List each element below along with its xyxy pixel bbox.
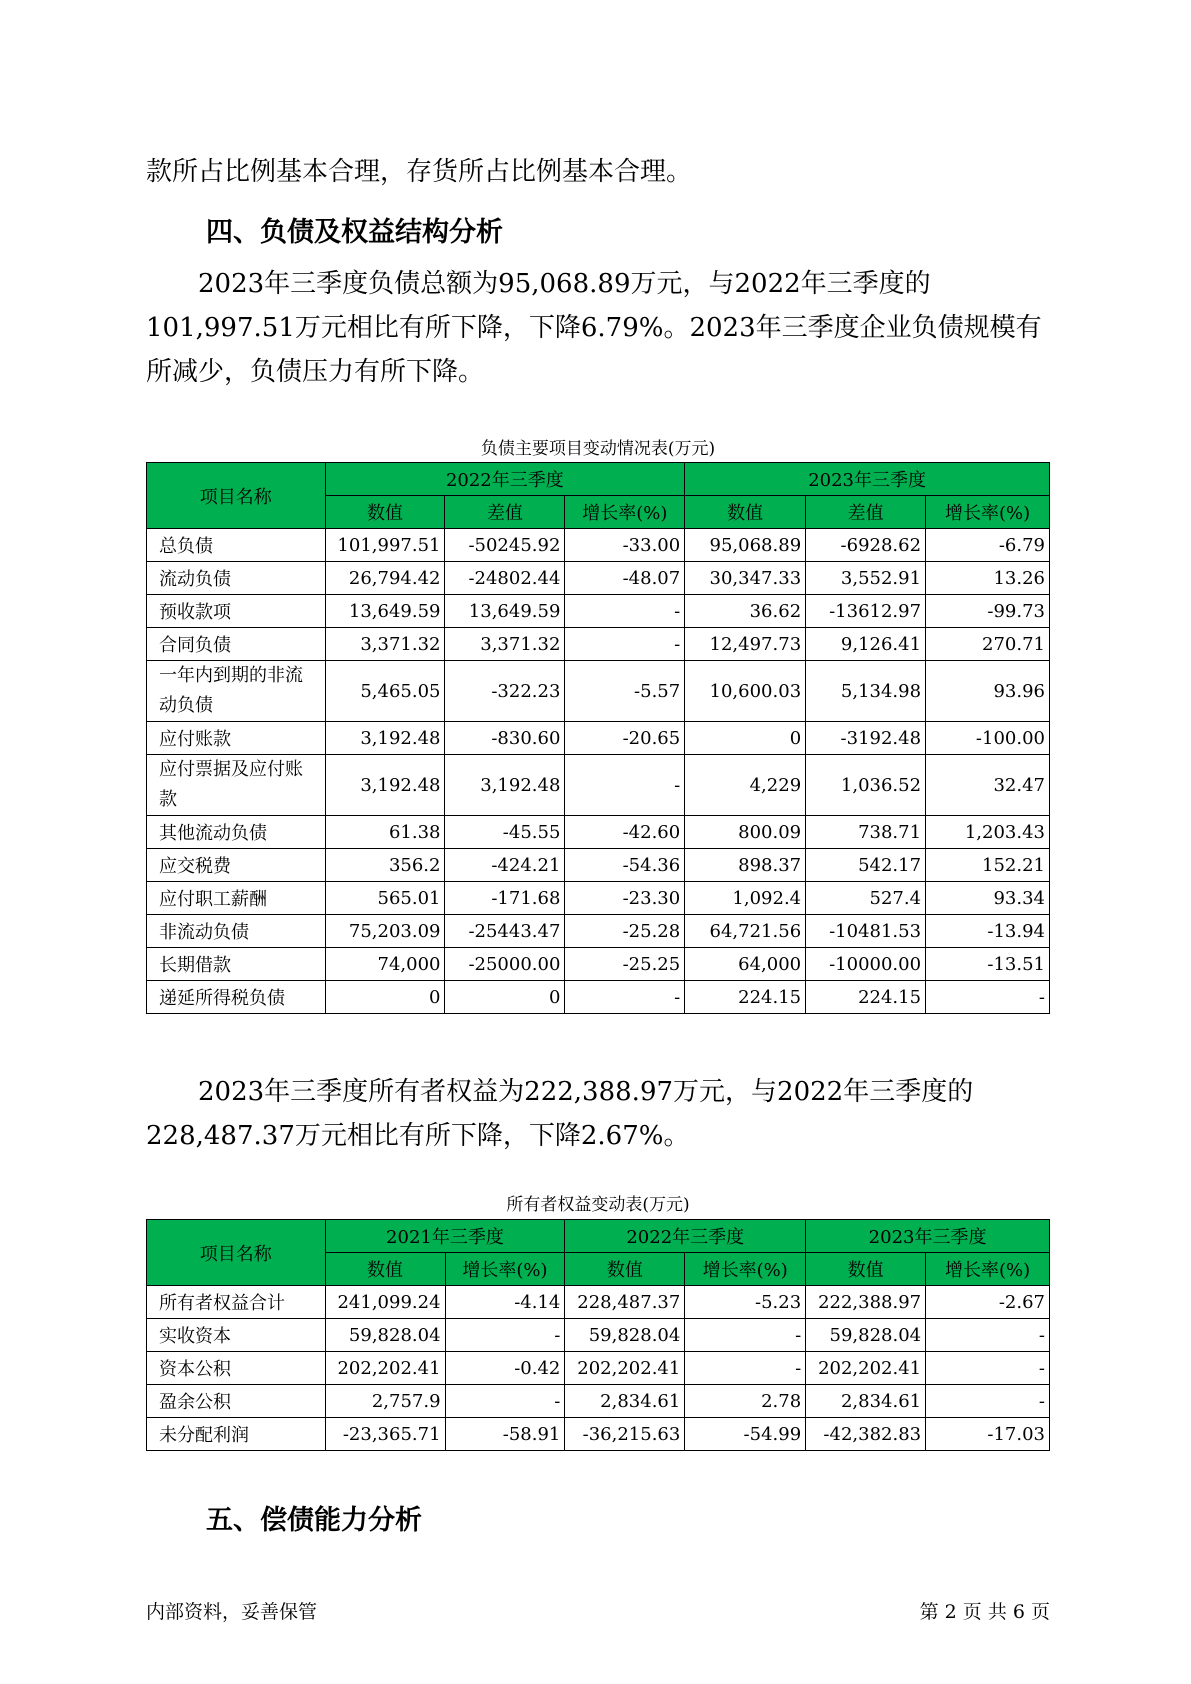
cell-d22: 3,371.32	[445, 628, 565, 661]
cell-d22: -24802.44	[445, 562, 565, 595]
header-diff-2022: 差值	[445, 496, 565, 529]
cell-v22: 61.38	[325, 816, 445, 849]
cell-v23: 898.37	[685, 849, 806, 882]
cell-g23: -100.00	[926, 722, 1050, 755]
table-row	[147, 628, 1050, 661]
table-row	[147, 722, 1050, 755]
cell-v21: 241,099.24	[325, 1286, 445, 1319]
cell-g23: -13.51	[926, 948, 1050, 981]
cell-d23: -10000.00	[806, 948, 926, 981]
table-row	[147, 595, 1050, 628]
table-row	[147, 562, 1050, 595]
liabilities-summary-paragraph: 2023年三季度负债总额为95,068.89万元，与2022年三季度的101,997.51万元相比有所下降，下降6.79%。2023年三季度企业负债规模有所减少，负债压力有所下降。	[146, 269, 1042, 387]
table-row	[147, 1319, 1050, 1352]
cell-g22: -5.57	[565, 661, 685, 722]
cell-v22: 3,192.48	[325, 722, 445, 755]
cell-g22: -	[565, 981, 685, 1014]
cell-g23: 152.21	[926, 849, 1050, 882]
cell-d23: 738.71	[806, 816, 926, 849]
equity-header-value-2022: 数值	[565, 1253, 685, 1286]
cell-d22: 0	[445, 981, 565, 1014]
cell-g23: -	[926, 981, 1050, 1014]
cell-d22: -322.23	[445, 661, 565, 722]
cell-v23: 59,828.04	[806, 1319, 926, 1352]
header-diff-2023: 差值	[806, 496, 926, 529]
cell-v23: 4,229	[685, 755, 806, 816]
row-label: 盈余公积	[147, 1385, 326, 1418]
cell-d23: -6928.62	[806, 529, 926, 562]
cell-g21: -0.42	[445, 1352, 565, 1385]
cell-g22: -	[565, 628, 685, 661]
cell-d22: -424.21	[445, 849, 565, 882]
cell-g22: -	[565, 755, 685, 816]
row-label: 其他流动负债	[147, 816, 326, 849]
cell-g23: 93.34	[926, 882, 1050, 915]
row-label: 应付票据及应付账款	[147, 755, 326, 816]
cell-g21: -	[445, 1319, 565, 1352]
table-row	[147, 1352, 1050, 1385]
row-label: 未分配利润	[147, 1418, 326, 1451]
table-row	[147, 1385, 1050, 1418]
cell-g22: 2.78	[685, 1385, 806, 1418]
cell-g22: -25.28	[565, 915, 685, 948]
cell-v22: 13,649.59	[325, 595, 445, 628]
cell-g23: -13.94	[926, 915, 1050, 948]
cell-v22: 59,828.04	[565, 1319, 685, 1352]
intro-paragraph-tail: 款所占比例基本合理，存货所占比例基本合理。	[146, 157, 693, 187]
table-row	[147, 755, 1050, 816]
cell-d22: 13,649.59	[445, 595, 565, 628]
equity-header-period-2021: 2021年三季度	[325, 1220, 565, 1253]
footer-page-number: 第 2 页 共 6 页	[919, 1601, 1050, 1623]
equity-summary-paragraph: 2023年三季度所有者权益为222,388.97万元，与2022年三季度的228,487.37万元相比有所下降，下降2.67%。	[146, 1077, 974, 1151]
row-label: 应付账款	[147, 722, 326, 755]
row-label: 实收资本	[147, 1319, 326, 1352]
header-growth-2023: 增长率(%)	[926, 496, 1050, 529]
equity-header-item-name: 项目名称	[147, 1220, 326, 1286]
cell-v22: 101,997.51	[325, 529, 445, 562]
cell-v21: -23,365.71	[325, 1418, 445, 1451]
cell-d23: -10481.53	[806, 915, 926, 948]
cell-v22: 565.01	[325, 882, 445, 915]
table-row	[147, 882, 1050, 915]
equity-header-period-2022: 2022年三季度	[565, 1220, 806, 1253]
cell-g23: -	[926, 1319, 1050, 1352]
row-label: 应付职工薪酬	[147, 882, 326, 915]
cell-d23: -3192.48	[806, 722, 926, 755]
cell-v22: 0	[325, 981, 445, 1014]
cell-d22: -25000.00	[445, 948, 565, 981]
row-label: 应交税费	[147, 849, 326, 882]
cell-v22: 75,203.09	[325, 915, 445, 948]
header-value-2023: 数值	[685, 496, 806, 529]
equity-table	[146, 1219, 1050, 1451]
cell-v21: 2,757.9	[325, 1385, 445, 1418]
header-item-name: 项目名称	[147, 463, 326, 529]
cell-v23: 12,497.73	[685, 628, 806, 661]
table-row	[147, 849, 1050, 882]
cell-v23: 10,600.03	[685, 661, 806, 722]
cell-d23: 542.17	[806, 849, 926, 882]
section-heading-solvency: 五、偿债能力分析	[206, 1505, 422, 1536]
cell-g23: -	[926, 1385, 1050, 1418]
cell-v22: 2,834.61	[565, 1385, 685, 1418]
cell-g22: -25.25	[565, 948, 685, 981]
cell-v23: 1,092.4	[685, 882, 806, 915]
cell-v22: 228,487.37	[565, 1286, 685, 1319]
cell-g21: -	[445, 1385, 565, 1418]
cell-v23: 36.62	[685, 595, 806, 628]
cell-g23: -17.03	[926, 1418, 1050, 1451]
liability-table-caption: 负债主要项目变动情况表(万元)	[480, 439, 716, 459]
cell-d22: -50245.92	[445, 529, 565, 562]
cell-d23: 527.4	[806, 882, 926, 915]
cell-v23: 95,068.89	[685, 529, 806, 562]
cell-g22: -54.36	[565, 849, 685, 882]
cell-d22: -45.55	[445, 816, 565, 849]
cell-g23: -99.73	[926, 595, 1050, 628]
row-label: 合同负债	[147, 628, 326, 661]
section-heading-liabilities-equity: 四、负债及权益结构分析	[206, 217, 503, 248]
cell-d23: 5,134.98	[806, 661, 926, 722]
header-period-2023: 2023年三季度	[685, 463, 1050, 496]
cell-g22: -33.00	[565, 529, 685, 562]
cell-v23: 0	[685, 722, 806, 755]
equity-header-value-2023: 数值	[806, 1253, 926, 1286]
cell-d22: -25443.47	[445, 915, 565, 948]
equity-header-growth-2022: 增长率(%)	[685, 1253, 806, 1286]
table-row	[147, 981, 1050, 1014]
cell-g22: -42.60	[565, 816, 685, 849]
table-row	[147, 661, 1050, 722]
cell-v22: 3,192.48	[325, 755, 445, 816]
cell-g23: -6.79	[926, 529, 1050, 562]
cell-g21: -58.91	[445, 1418, 565, 1451]
row-label: 递延所得税负债	[147, 981, 326, 1014]
row-label: 一年内到期的非流动负债	[147, 661, 326, 722]
equity-header-growth-2023: 增长率(%)	[926, 1253, 1050, 1286]
cell-g21: -4.14	[445, 1286, 565, 1319]
row-label: 非流动负债	[147, 915, 326, 948]
table-row	[147, 1418, 1050, 1451]
cell-v21: 202,202.41	[325, 1352, 445, 1385]
table-row	[147, 529, 1050, 562]
cell-v23: 222,388.97	[806, 1286, 926, 1319]
cell-v23: -42,382.83	[806, 1418, 926, 1451]
cell-d22: -171.68	[445, 882, 565, 915]
cell-v22: 74,000	[325, 948, 445, 981]
cell-g22: -48.07	[565, 562, 685, 595]
cell-v22: 26,794.42	[325, 562, 445, 595]
table-row	[147, 816, 1050, 849]
cell-g23: 93.96	[926, 661, 1050, 722]
cell-d23: 224.15	[806, 981, 926, 1014]
cell-v23: 202,202.41	[806, 1352, 926, 1385]
row-label: 预收款项	[147, 595, 326, 628]
cell-v23: 30,347.33	[685, 562, 806, 595]
cell-v22: 3,371.32	[325, 628, 445, 661]
header-value-2022: 数值	[325, 496, 445, 529]
cell-g23: 270.71	[926, 628, 1050, 661]
row-label: 长期借款	[147, 948, 326, 981]
cell-d23: 3,552.91	[806, 562, 926, 595]
cell-v22: 356.2	[325, 849, 445, 882]
row-label: 总负债	[147, 529, 326, 562]
header-period-2022: 2022年三季度	[325, 463, 685, 496]
cell-g23: -	[926, 1352, 1050, 1385]
table-row	[147, 948, 1050, 981]
cell-g22: -	[565, 595, 685, 628]
cell-g23: 13.26	[926, 562, 1050, 595]
cell-v23: 224.15	[685, 981, 806, 1014]
table-row	[147, 915, 1050, 948]
header-growth-2022: 增长率(%)	[565, 496, 685, 529]
cell-d22: 3,192.48	[445, 755, 565, 816]
cell-g23: 1,203.43	[926, 816, 1050, 849]
cell-g23: 32.47	[926, 755, 1050, 816]
cell-v22: 5,465.05	[325, 661, 445, 722]
footer-confidential-note: 内部资料，妥善保管	[146, 1601, 318, 1623]
cell-v21: 59,828.04	[325, 1319, 445, 1352]
row-label: 所有者权益合计	[147, 1286, 326, 1319]
cell-v23: 800.09	[685, 816, 806, 849]
equity-table-caption: 所有者权益变动表(万元)	[506, 1195, 690, 1215]
cell-v23: 64,000	[685, 948, 806, 981]
cell-g23: -2.67	[926, 1286, 1050, 1319]
table-row	[147, 1286, 1050, 1319]
equity-header-value-2021: 数值	[325, 1253, 445, 1286]
row-label: 资本公积	[147, 1352, 326, 1385]
cell-v23: 2,834.61	[806, 1385, 926, 1418]
cell-g22: -	[685, 1319, 806, 1352]
cell-d23: -13612.97	[806, 595, 926, 628]
cell-g22: -5.23	[685, 1286, 806, 1319]
cell-d22: -830.60	[445, 722, 565, 755]
cell-g22: -54.99	[685, 1418, 806, 1451]
cell-g22: -	[685, 1352, 806, 1385]
cell-v23: 64,721.56	[685, 915, 806, 948]
cell-g22: -23.30	[565, 882, 685, 915]
equity-header-period-2023: 2023年三季度	[806, 1220, 1050, 1253]
cell-v22: -36,215.63	[565, 1418, 685, 1451]
liability-table	[146, 462, 1050, 1014]
row-label: 流动负债	[147, 562, 326, 595]
equity-header-growth-2021: 增长率(%)	[445, 1253, 565, 1286]
cell-d23: 9,126.41	[806, 628, 926, 661]
cell-v22: 202,202.41	[565, 1352, 685, 1385]
cell-d23: 1,036.52	[806, 755, 926, 816]
cell-g22: -20.65	[565, 722, 685, 755]
